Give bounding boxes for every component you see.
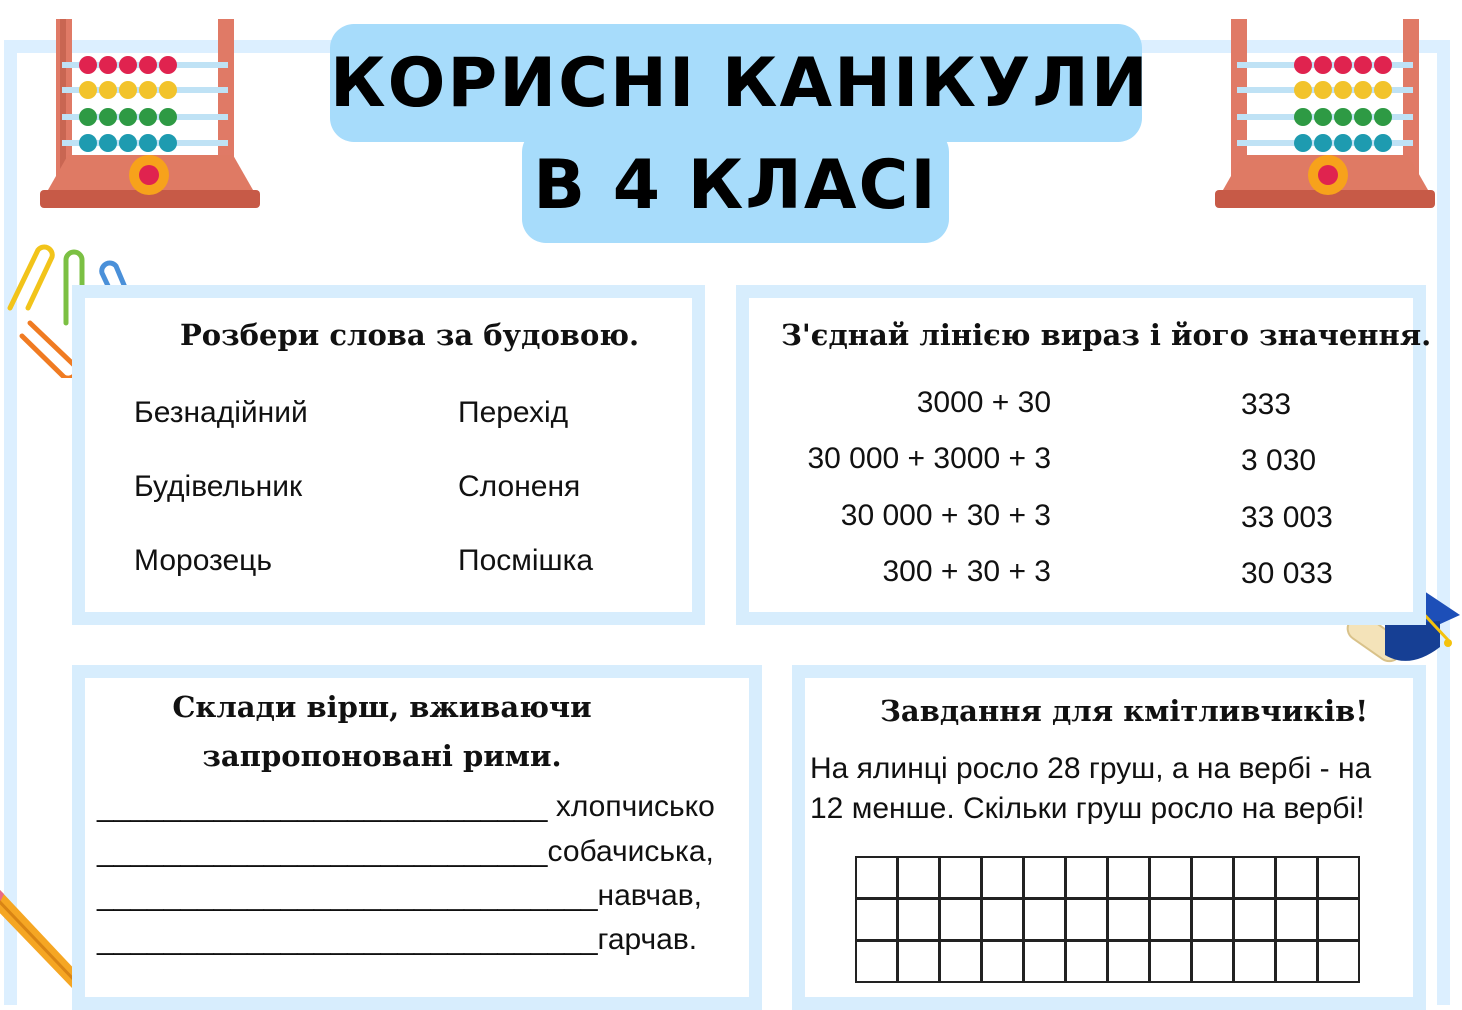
poem-lines <box>97 790 747 970</box>
answer-cell[interactable] <box>897 898 940 941</box>
answer-cell[interactable] <box>1317 898 1360 941</box>
answer-cell[interactable] <box>1233 856 1276 899</box>
answer-cell[interactable] <box>1023 898 1066 941</box>
poem-line[interactable]: ______________________________навчав, <box>97 879 702 912</box>
panel-title: Розбери слова за будовою. <box>180 318 640 352</box>
poem-line[interactable]: ___________________________собачиська, <box>97 835 714 868</box>
answer-cell[interactable] <box>1191 898 1234 941</box>
answer-cell[interactable] <box>1023 856 1066 899</box>
panel-title: З'єднай лінією вираз і його значення. <box>781 318 1432 352</box>
panel-title: Склади вірш, вживаючи <box>172 690 592 724</box>
value-item: 30 033 <box>1241 557 1333 590</box>
answer-cell[interactable] <box>1065 856 1108 899</box>
answer-cell[interactable] <box>1065 898 1108 941</box>
expression-item: 30 000 + 30 + 3 <box>840 499 1051 532</box>
value-item: 3 030 <box>1241 444 1317 477</box>
panel-title: Завдання для кмітливчиків! <box>880 694 1369 728</box>
answer-cell[interactable] <box>1107 940 1150 983</box>
panel-title: запропоновані рими. <box>202 739 562 773</box>
answer-cell[interactable] <box>1107 898 1150 941</box>
value-item: 333 <box>1241 388 1292 421</box>
answer-cell[interactable] <box>897 940 940 983</box>
page-title-line1: КОРИСНІ КАНІКУЛИ <box>330 44 1150 123</box>
answer-cell[interactable] <box>1317 856 1360 899</box>
answer-cell[interactable] <box>897 856 940 899</box>
answer-grid[interactable] <box>856 857 1360 983</box>
answer-cell[interactable] <box>855 898 898 941</box>
answer-cell[interactable] <box>1107 856 1150 899</box>
answer-cell[interactable] <box>1191 856 1234 899</box>
page-title-line2: В 4 КЛАСІ <box>533 146 938 225</box>
answer-cell[interactable] <box>855 940 898 983</box>
poem-line[interactable]: ___________________________ хлопчисько <box>97 790 715 823</box>
answer-cell[interactable] <box>1191 940 1234 983</box>
answer-cell[interactable] <box>1149 856 1192 899</box>
answer-cell[interactable] <box>1275 856 1318 899</box>
answer-cell[interactable] <box>1275 940 1318 983</box>
word-item: Слоненя <box>458 470 581 503</box>
word-item: Безнадійний <box>134 396 308 429</box>
answer-cell[interactable] <box>981 940 1024 983</box>
poem-line[interactable]: ______________________________гарчав. <box>97 923 698 956</box>
answer-cell[interactable] <box>1317 940 1360 983</box>
answer-cell[interactable] <box>1023 940 1066 983</box>
word-item: Посмішка <box>458 544 594 577</box>
answer-cell[interactable] <box>1233 940 1276 983</box>
value-item: 33 003 <box>1241 501 1333 534</box>
answer-cell[interactable] <box>1065 940 1108 983</box>
word-item: Перехід <box>458 396 569 429</box>
answer-cell[interactable] <box>855 856 898 899</box>
word-item: Будівельник <box>134 470 303 503</box>
answer-cell[interactable] <box>1149 940 1192 983</box>
answer-cell[interactable] <box>981 898 1024 941</box>
abacus-icon <box>38 15 263 215</box>
answer-cell[interactable] <box>981 856 1024 899</box>
answer-cell[interactable] <box>939 940 982 983</box>
expression-item: 300 + 30 + 3 <box>882 555 1051 588</box>
answer-cell[interactable] <box>939 898 982 941</box>
answer-cell[interactable] <box>1275 898 1318 941</box>
answer-cell[interactable] <box>939 856 982 899</box>
task-text: На ялинці росло 28 груш, а на вербі - на <box>810 752 1372 785</box>
word-item: Морозець <box>134 544 272 577</box>
task-text: 12 менше. Скільки груш росло на вербі! <box>810 792 1365 825</box>
abacus-icon <box>1213 15 1438 215</box>
expression-item: 30 000 + 3000 + 3 <box>807 442 1051 475</box>
expression-item: 3000 + 30 <box>916 386 1051 419</box>
answer-cell[interactable] <box>1233 898 1276 941</box>
answer-cell[interactable] <box>1149 898 1192 941</box>
